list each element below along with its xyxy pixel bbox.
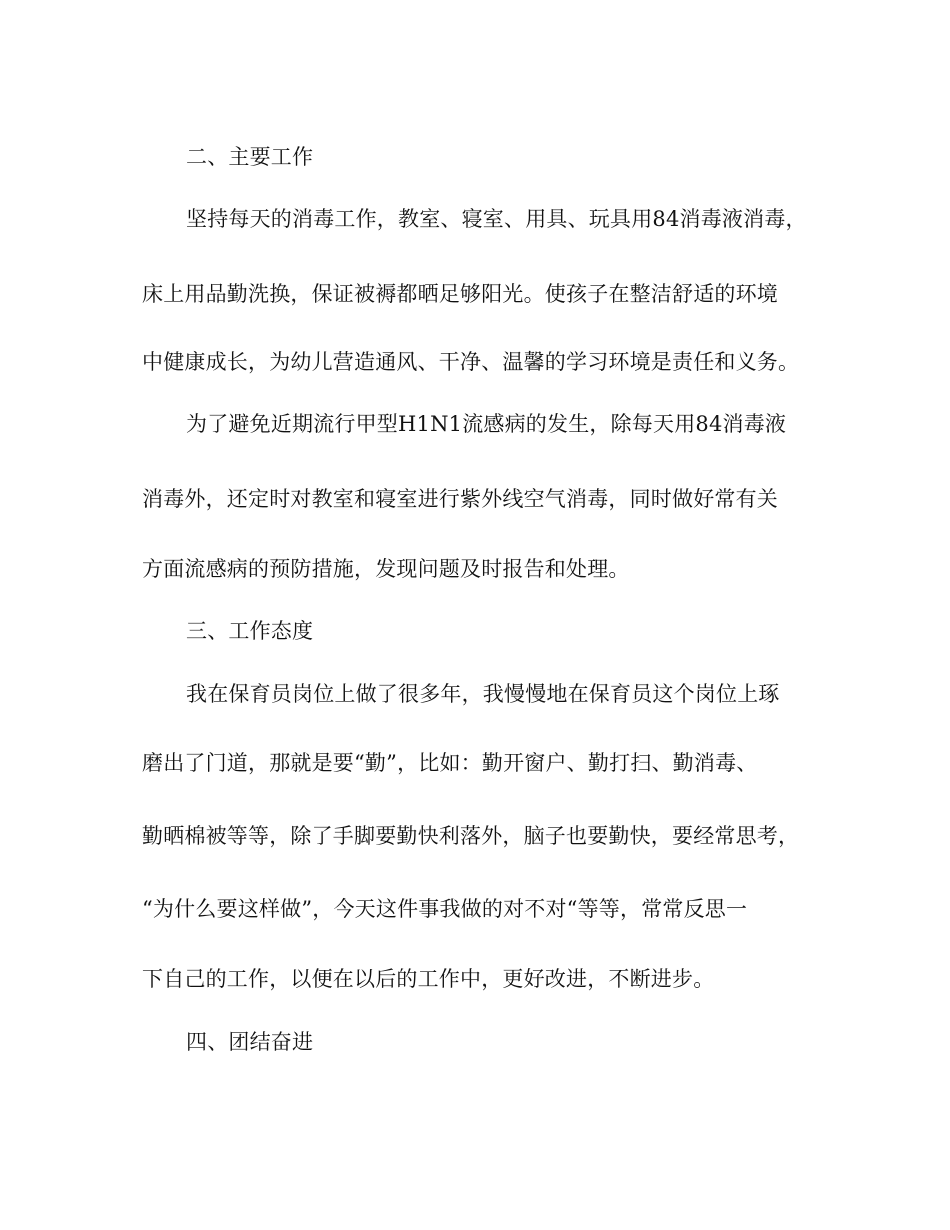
paragraph-line: 为了避免近期流行甲型H1N1流感病的发生，除每天用84消毒液	[186, 412, 787, 436]
paragraph-line: 坚持每天的消毒工作，教室、寝室、用具、玩具用84消毒液消毒，	[186, 207, 807, 231]
paragraph-line: 方面流感病的预防措施，发现问题及时报告和处理。	[142, 557, 630, 581]
paragraph-line: 消毒外，还定时对教室和寝室进行紫外线空气消毒，同时做好常有关	[142, 487, 778, 511]
paragraph-line: 磨出了门道，那就是要“勤”，比如：勤开窗户、勤打扫、勤消毒、	[142, 751, 758, 775]
section-heading-main-work: 二、主要工作	[186, 145, 314, 169]
paragraph-line: 勤晒棉被等等，除了手脚要勤快利落外，脑子也要勤快，要经常思考，	[142, 824, 800, 848]
section-heading-unity: 四、团结奋进	[186, 1030, 314, 1054]
paragraph-line: 我在保育员岗位上做了很多年，我慢慢地在保育员这个岗位上琢	[186, 682, 780, 706]
paragraph-line: 中健康成长，为幼儿营造通风、干净、温馨的学习环境是责任和义务。	[142, 350, 800, 374]
paragraph-line: “为什么要这样做”，今天这件事我做的对不对“等等，常常反思一	[142, 897, 748, 921]
paragraph-line: 床上用品勤洗换，保证被褥都晒足够阳光。使孩子在整洁舒适的环境	[142, 282, 778, 306]
paragraph-line: 下自己的工作，以便在以后的工作中，更好改进，不断进步。	[142, 967, 715, 991]
section-heading-work-attitude: 三、工作态度	[186, 619, 314, 643]
